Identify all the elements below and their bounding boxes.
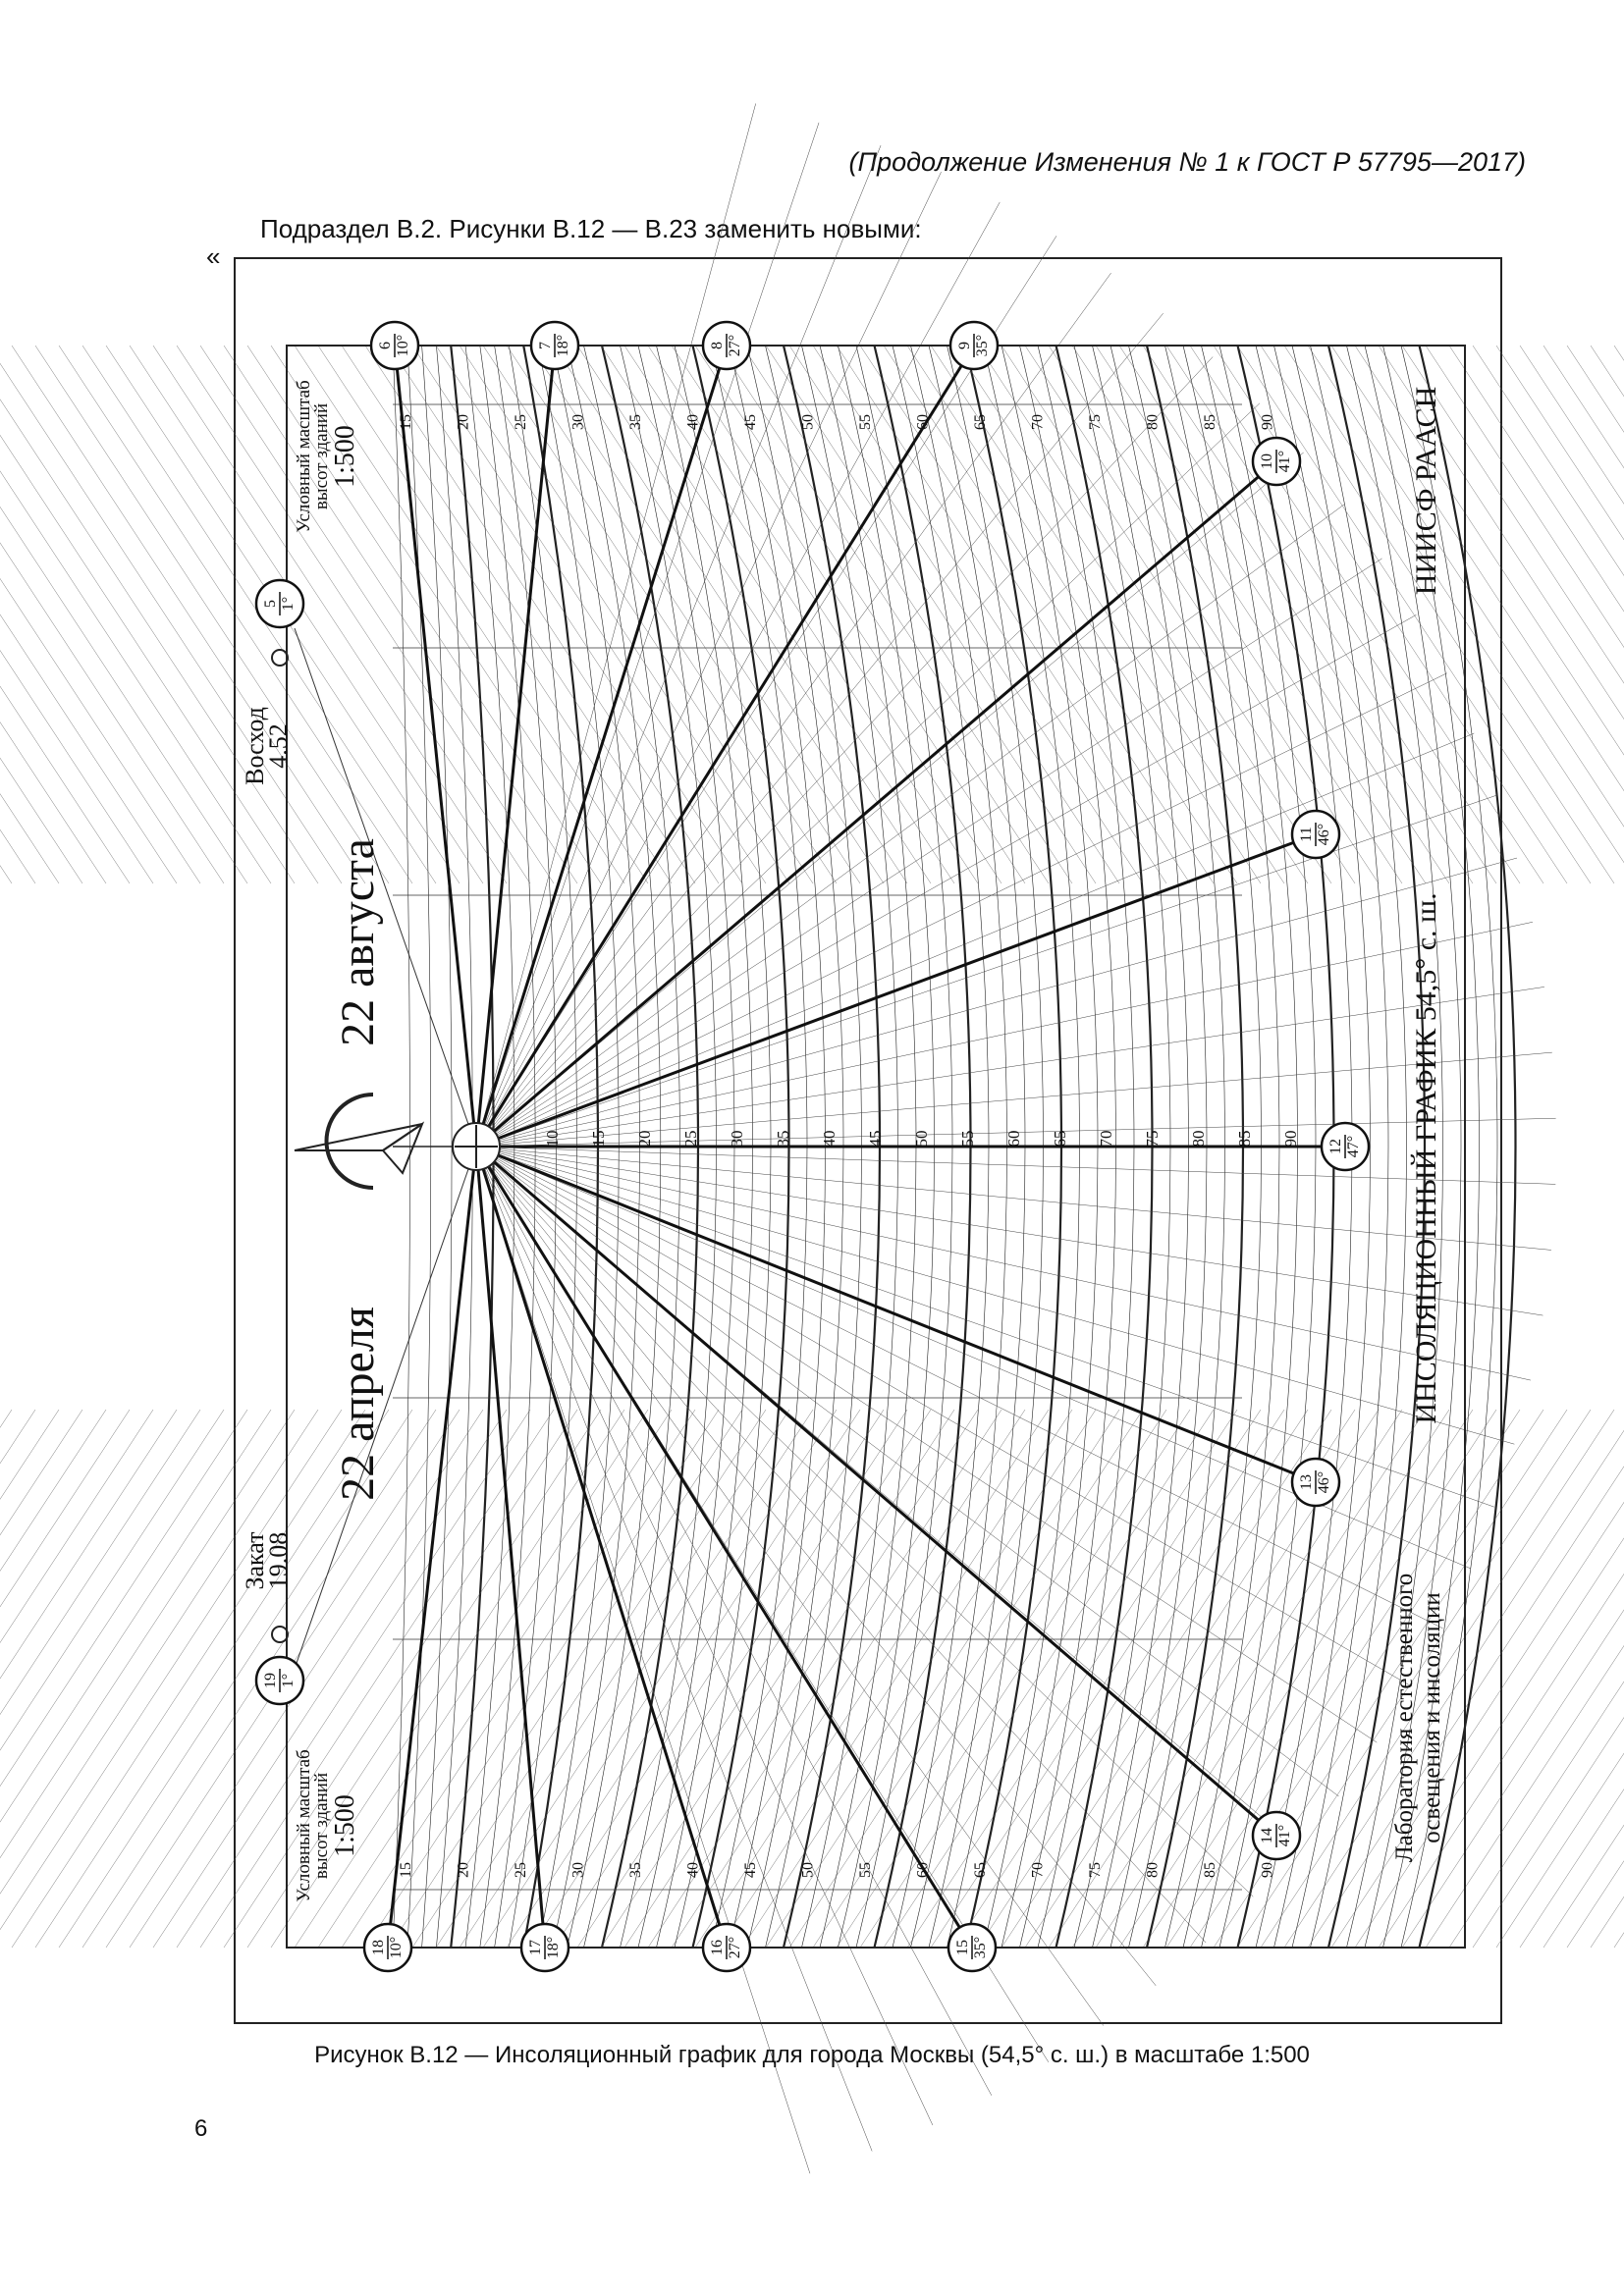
hatch-line (0, 346, 106, 883)
hour-marker-top (950, 322, 998, 369)
edge-tick-label-top: 30 (569, 414, 587, 430)
fan-ray (476, 1147, 933, 2125)
edge-tick-label-top: 40 (684, 414, 702, 430)
sunrise-time: 4.52 (264, 723, 293, 769)
fan-ray (476, 505, 1344, 1147)
hour-marker-bottom (703, 1924, 750, 1971)
hatch-line (0, 1410, 106, 1948)
hatch-line (1449, 1410, 1624, 1948)
edge-tick-label-bottom: 75 (1087, 1862, 1104, 1878)
hatch-line (1355, 346, 1624, 883)
edge-tick-label-bottom: 65 (972, 1862, 989, 1878)
edge-tick-label-top: 60 (914, 414, 932, 430)
marker-altitude: 1° (280, 1673, 297, 1688)
axis-tick-label: 75 (1143, 1130, 1162, 1148)
hatch-line (1614, 346, 1624, 883)
fan-ray (476, 795, 1497, 1147)
north-arrow-icon (295, 1095, 500, 1188)
hour-marker-top (531, 322, 578, 369)
hour-ray (395, 346, 476, 1147)
lab-line2: освещения и инсоляции (1419, 1592, 1445, 1843)
edge-tick-label-top: 15 (398, 414, 414, 430)
fan-ray (476, 450, 1304, 1147)
hatch-line (1190, 346, 1543, 883)
edge-tick-label-bottom: 45 (742, 1862, 759, 1878)
edge-tick-label-bottom: 70 (1029, 1862, 1047, 1878)
axis-tick-label: 55 (958, 1130, 977, 1148)
fan-ray (476, 1147, 1555, 1184)
hatch-line (1426, 346, 1624, 883)
marker-hour: 17 (527, 1940, 544, 1955)
hatch-line (1496, 1410, 1624, 1948)
edge-tick-label-bottom: 25 (513, 1862, 529, 1878)
edge-tick-label-top: 45 (742, 414, 759, 430)
scale-line2-top: высот зданий (311, 402, 332, 510)
fan-ray (476, 1147, 1412, 1686)
hatch-line (1166, 1410, 1520, 1948)
axis-tick-label: 10 (543, 1130, 562, 1148)
lab-line1: Лаборатория естественного (1391, 1573, 1418, 1863)
diagram-title: ИНСОЛЯЦИОННЫЙ ГРАФИК 54,5° с. ш. (1410, 892, 1442, 1424)
marker-hour: 7 (537, 342, 554, 349)
fan-ray (476, 1147, 1543, 1315)
hatch-line (1591, 1410, 1624, 1948)
edge-tick-label-bottom: 55 (857, 1862, 874, 1878)
intro-text: Подраздел В.2. Рисунки В.12 — В.23 заменить новыми: (260, 214, 922, 243)
edge-tick-label-top: 25 (513, 414, 529, 430)
hour-marker-bottom (364, 1924, 411, 1971)
hatch-line (884, 346, 1237, 883)
edge-tick-label-bottom: 35 (627, 1862, 644, 1878)
hatch-line (200, 346, 554, 883)
marker-altitude: 46° (1316, 1470, 1332, 1494)
hatch-line (1072, 1410, 1426, 1948)
marker-hour: 11 (1298, 827, 1315, 842)
marker-altitude: 41° (1276, 450, 1293, 473)
edge-tick-label-bottom: 50 (799, 1862, 817, 1878)
sunset-ray (295, 1147, 476, 1669)
hour-ray (476, 834, 1316, 1147)
edge-tick-label-bottom: 20 (455, 1862, 472, 1878)
date-top-label: 22 августа (332, 838, 384, 1046)
edge-tick-label-top: 90 (1259, 414, 1276, 430)
scale-line2-bottom: высот зданий (311, 1772, 332, 1880)
hour-ray (476, 346, 974, 1147)
hatch-line (436, 1410, 789, 1948)
axis-tick-label: 45 (866, 1130, 885, 1148)
fan-ray (476, 1147, 810, 2173)
axis-tick-label: 25 (681, 1130, 700, 1148)
hatch-line (365, 346, 719, 883)
sunrise-label: Восход (241, 707, 269, 785)
marker-altitude: 27° (727, 1936, 743, 1959)
hour-marker-right (1253, 1812, 1300, 1859)
edge-tick-label-top: 20 (455, 414, 472, 430)
hatch-line (1331, 1410, 1624, 1948)
sunset-time: 19.08 (264, 1531, 293, 1590)
hatch-line (601, 1410, 954, 1948)
hour-ray (476, 1147, 1276, 1836)
hour-marker-right (1292, 1459, 1339, 1506)
marker-hour: 13 (1298, 1474, 1315, 1490)
hour-marker-right (1253, 438, 1300, 485)
marker-altitude: 47° (1345, 1135, 1362, 1158)
hatch-line (554, 1410, 907, 1948)
edge-tick-label-top: 75 (1087, 414, 1104, 430)
fan-ray (476, 357, 1213, 1147)
hatch-line (837, 1410, 1190, 1948)
hatch-line (884, 1410, 1237, 1948)
axis-tick-label: 60 (1004, 1130, 1023, 1148)
hour-ray (476, 1147, 972, 1948)
axis-tick-label: 30 (728, 1130, 746, 1148)
edge-tick-label-top: 85 (1202, 414, 1218, 430)
scale-value-bottom: 1:500 (330, 1794, 360, 1857)
marker-altitude: 35° (972, 1936, 989, 1959)
hatch-line (1614, 1410, 1624, 1948)
hatch-line (436, 346, 789, 883)
edge-tick-label-bottom: 80 (1144, 1862, 1162, 1878)
fan-ray (476, 559, 1382, 1147)
sunset-label: Закат (241, 1531, 269, 1590)
edge-tick-label-bottom: 30 (569, 1862, 587, 1878)
marker-altitude: 10° (395, 334, 411, 357)
edge-tick-label-top: 50 (799, 414, 817, 430)
edge-tick-label-bottom: 85 (1202, 1862, 1218, 1878)
edge-tick-label-top: 55 (857, 414, 874, 430)
edge-tick-label-bottom: 60 (914, 1862, 932, 1878)
hour-ray (476, 1147, 545, 1948)
hour-marker-right (1322, 1123, 1369, 1170)
fan-ray (476, 1147, 1551, 1250)
axis-tick-label: 90 (1281, 1130, 1300, 1148)
axis-tick-label: 80 (1189, 1130, 1208, 1148)
marker-hour: 10 (1259, 454, 1275, 469)
fan-ray (476, 1147, 1494, 1507)
fan-ray (476, 313, 1164, 1147)
hatch-line (1473, 1410, 1624, 1948)
marker-altitude: 18° (555, 334, 571, 357)
edge-tick-label-top: 35 (627, 414, 644, 430)
axis-tick-label: 20 (635, 1130, 654, 1148)
marker-hour: 5 (262, 600, 279, 608)
hatch-line (1567, 346, 1624, 883)
hatch-line (1543, 346, 1624, 883)
continuation-note: (Продолжение Изменения № 1 к ГОСТ Р 57795—2017) (848, 147, 1526, 177)
hatch-line (1001, 346, 1355, 883)
sun-icons (272, 650, 288, 1642)
hatch-line (1567, 1410, 1624, 1948)
marker-altitude: 10° (388, 1936, 405, 1959)
date-bottom-label: 22 апреля (332, 1307, 384, 1501)
hatch-line (1426, 1410, 1624, 1948)
hour-marker-top (371, 322, 418, 369)
hour-marker-bottom (948, 1924, 996, 1971)
figure-caption: Рисунок В.12 — Инсоляционный график для города Москвы (54,5° с. ш.) в масштабе 1:500 (314, 2042, 1310, 2068)
marker-hour: 15 (954, 1940, 971, 1955)
hatch-line (1496, 346, 1624, 883)
edge-tick-label-bottom: 90 (1259, 1862, 1276, 1878)
marker-altitude: 46° (1316, 823, 1332, 846)
marker-hour: 16 (709, 1940, 726, 1955)
marker-altitude: 1° (280, 596, 297, 612)
hatch-line (1591, 346, 1624, 883)
hour-marker-bottom (521, 1924, 568, 1971)
edge-tick-label-top: 65 (972, 414, 989, 430)
hour-ray (476, 461, 1276, 1147)
axis-tick-label: 70 (1097, 1130, 1115, 1148)
axis-tick-label: 85 (1235, 1130, 1254, 1148)
marker-hour: 12 (1327, 1139, 1344, 1154)
page-number: 6 (194, 2115, 208, 2142)
hatch-line (1543, 1410, 1624, 1948)
sunset-icon (272, 1627, 288, 1642)
hour-ray (476, 1147, 727, 1948)
marker-altitude: 18° (545, 1936, 562, 1959)
edge-tick-label-bottom: 15 (398, 1862, 414, 1878)
fan-ray (476, 1147, 872, 2151)
fan-ray (476, 145, 881, 1147)
edge-tick-label-top: 80 (1144, 414, 1162, 430)
fan-ray (476, 1147, 1442, 1629)
hour-marker-top (703, 322, 750, 369)
hatch-line (1331, 346, 1624, 883)
edge-tick-label-bottom: 40 (684, 1862, 702, 1878)
hatch-line (1190, 1410, 1543, 1948)
sunrise-marker (256, 580, 303, 627)
axis-tick-label: 15 (589, 1130, 608, 1148)
fan-ray (476, 1147, 1104, 2026)
axis-ticks (543, 1131, 1300, 1148)
opening-quote: « (206, 241, 221, 271)
hatch-line (1473, 346, 1624, 883)
hatch-line (554, 346, 907, 883)
scale-line1-bottom: Условный масштаб (294, 1749, 314, 1902)
marker-hour: 18 (370, 1940, 387, 1955)
marker-hour: 14 (1259, 1828, 1275, 1843)
hatch-line (1166, 346, 1520, 883)
marker-hour: 19 (262, 1673, 279, 1688)
fan-ray (476, 273, 1111, 1147)
axis-tick-label: 50 (912, 1130, 931, 1148)
marker-hour: 9 (956, 342, 973, 349)
org-label: НИИСФ РААСН (1410, 386, 1442, 596)
hatch-line (1143, 346, 1496, 883)
marker-altitude: 41° (1276, 1824, 1293, 1847)
marker-hour: 8 (709, 342, 726, 349)
axis-tick-label: 40 (820, 1130, 839, 1148)
sunrise-icon (272, 650, 288, 666)
hatch-line (1072, 346, 1426, 883)
fan-ray (476, 733, 1474, 1147)
marker-hour: 6 (377, 342, 394, 349)
hatch-line (601, 346, 954, 883)
scale-line1-top: Условный масштаб (294, 380, 314, 533)
axis-tick-label: 65 (1051, 1130, 1069, 1148)
marker-altitude: 27° (727, 334, 743, 357)
axis-tick-label: 35 (774, 1130, 792, 1148)
hatch-line (837, 346, 1190, 883)
scale-value-top: 1:500 (330, 425, 360, 488)
hour-marker-right (1292, 811, 1339, 858)
sunset-marker (256, 1657, 303, 1704)
marker-altitude: 35° (974, 334, 991, 357)
edge-tick-label-top: 70 (1029, 414, 1047, 430)
hour-ray (476, 1147, 1316, 1482)
